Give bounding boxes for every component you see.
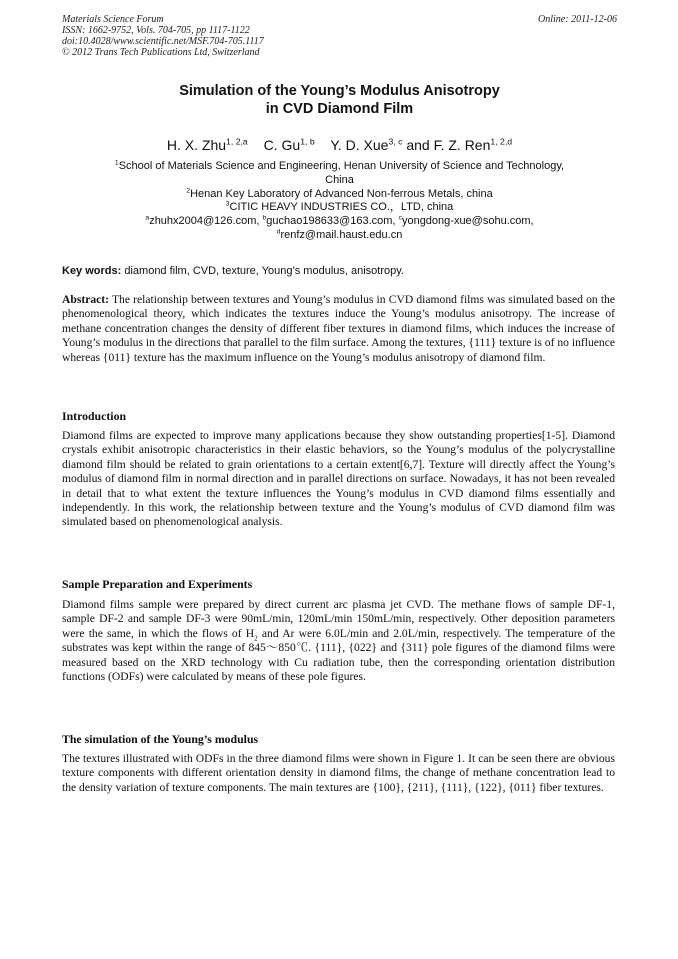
author-and: and: [406, 137, 430, 153]
email-link[interactable]: yongdong-xue@sohu.com,: [401, 215, 534, 228]
email-link[interactable]: zhuhx2004@126.com,: [149, 215, 263, 228]
sample-heading: Sample Preparation and Experiments: [62, 577, 253, 591]
author-affil-mark: 1, 2,d: [490, 136, 513, 147]
journal-copyright: © 2012 Trans Tech Publications Ltd, Switzerland: [62, 47, 260, 58]
affil-mark: 3: [225, 200, 230, 208]
title-line-2: in CVD Diamond Film: [265, 101, 414, 117]
journal-doi: doi:10.4028/www.scientific.net/MSF.704-705.1117: [62, 36, 264, 47]
sample-text-part: Diamond films sample were prepared by direct current arc plasma jet CVD. The methane flows of sample DF-1, sample DF-2 and sample DF-3 were 90mL/min, 120mL/min 150mL/min, respectively. Other deposition parameters were the same, in which the flows of H: [62, 598, 615, 640]
journal-name: Materials Science Forum: [62, 14, 164, 25]
email-link[interactable]: renfz@mail.haust.edu.cn: [280, 228, 403, 241]
introduction-text: Diamond films are expected to improve many applications because they show outstanding properties[1-5]. Diamond crystals exhibit anisotropic characteristics in their elastic behaviors, so the Young’s modulus of the polycrystalline diamond film should be related to grain orientations to a certain extent[6,7]. Texture will directly affect the Young’s modulus of diamond film in normal direction and in parallel directions on surface. Nowadays, it has not been revealed in detail that to what extent the texture influences the Young’s modulus in CVD diamond films essentially and independently. In this work, the relationship between texture and the Young’s modulus of CVD diamond film was simulated based on phenomenological analysis.: [62, 429, 615, 529]
affiliation-3: [62, 201, 617, 215]
abstract-text: The relationship between textures and Young’s modulus in CVD diamond films was simulated based on the phenomenological theory, which indicates the textures induce the Young’s modulus anisotropy. The increase of methane concentration changes the density of different fiber textures in diamond films, which induces the increase of Young’s modulus in the directions that parallel to the film surface. Among the textures, {111} texture is of no influence whereas {011} texture has the maximum influence on the Young’s modulus anisotropy of diamond film.: [62, 293, 615, 364]
keywords-text: diamond film, CVD, texture, Young’s modulus, anisotropy.: [121, 265, 404, 277]
sample-text-part: and Ar were 6.0L/min and 2.0L/min, respectively. The temperature of the substrates was kept within the range of 845～850℃. {111}, {022} and {311} pole figures of the diamond films were measured based on the XRD technology with Cu radiation tube, then the corresponding orientation distribution functions (ODFs) were calculated by means of these pole figures.: [62, 626, 615, 684]
emails-line-1: [62, 215, 617, 229]
author-name: F. Z. Ren: [433, 137, 491, 153]
title-line-1: Simulation of the Young’s Modulus Anisotropy: [179, 83, 500, 99]
affil-text: Henan Key Laboratory of Advanced Non-ferrous Metals, china: [190, 187, 493, 200]
affil-mark: 1: [114, 159, 119, 167]
email-mark: d: [276, 228, 281, 236]
simulation-heading: The simulation of the Young’s modulus: [62, 732, 259, 746]
affiliation-2: [62, 188, 617, 202]
sample-text: [62, 598, 615, 684]
author-affil-mark: 1, b: [300, 136, 315, 147]
affiliation-1: [62, 160, 617, 174]
affiliation-1-country: China: [325, 173, 354, 186]
abstract: [62, 293, 615, 365]
author-list: [62, 136, 617, 154]
affiliations: [62, 160, 617, 243]
journal-issn: ISSN: 1662-9752, Vols. 704-705, pp 1117-1122: [62, 25, 250, 36]
email-mark: a: [145, 214, 150, 222]
affil-text: School of Materials Science and Engineering, Henan University of Science and Technology,: [118, 160, 565, 172]
simulation-text: The textures illustrated with ODFs in the three diamond films were shown in Figure 1. It can be seen there are obvious texture components with different orientation density in diamond films, the change of methane concentration lead to the density variation of texture components. The main textures are {100}, {211}, {111}, {122}, {011} fiber textures.: [62, 752, 615, 794]
emails-line-2: [62, 229, 617, 243]
email-mark: b: [262, 214, 267, 222]
keywords-label: Key words:: [62, 265, 122, 277]
email-link[interactable]: guchao198633@163.com,: [266, 215, 399, 228]
journal-header: [62, 14, 617, 58]
abstract-label: Abstract:: [62, 293, 110, 306]
online-date: Online: 2011-12-06: [538, 14, 617, 25]
introduction-heading: Introduction: [62, 409, 127, 423]
author-name: H. X. Zhu: [166, 137, 227, 153]
h2-subscript: 2: [254, 634, 258, 643]
keywords: [62, 264, 617, 278]
affil-mark: 2: [186, 186, 191, 194]
author-name: Y. D. Xue: [330, 137, 389, 153]
author-affil-mark: 3, c: [388, 136, 403, 147]
paper-title: [62, 82, 617, 118]
affil-text: CITIC HEAVY INDUSTRIES CO.，LTD, china: [229, 201, 454, 214]
author-affil-mark: 1, 2,a: [226, 136, 248, 147]
email-mark: c: [398, 214, 402, 222]
author-name: C. Gu: [263, 137, 301, 153]
